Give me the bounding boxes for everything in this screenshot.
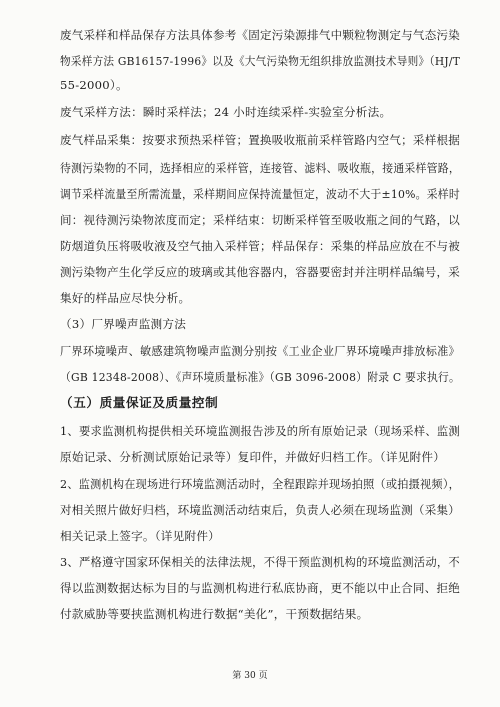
paragraph-line-12: 厂界环境噪声、敏感建筑物噪声监测分别按《工业企业厂界环境噪声排放标准》 <box>60 344 460 358</box>
paragraph-line-16: 2、监测机构在现场进行环境监测活动时，全程跟踪并现场拍照（或拍摄视频）， <box>60 477 461 491</box>
paragraph-line-6: 待测污染物的不同，选择相应的采样管，连接管、滤料、吸收瓶，接通采样管路， <box>60 161 460 175</box>
paragraph-line-3: 55-2000）。 <box>60 78 128 92</box>
paragraph-line-20: 得以监测数据达标为目的与监测机构进行私底协商，更不能以中止合同、拒绝 <box>60 581 461 595</box>
page-number: 第 30 页 <box>232 671 268 681</box>
paragraph-line-5: 废气样品采集：按要求预热采样管；置换吸收瓶前采样管路内空气；采样根据 <box>60 133 461 147</box>
paragraph-line-18: 相关记录上签字。（详见附件） <box>60 529 221 543</box>
paragraph-line-11: 集好的样品应尽快分析。 <box>60 291 191 305</box>
paragraph-line-15: 原始记录、分析测试原始记录等）复印件，并做好归档工作。（详见附件） <box>60 450 446 464</box>
paragraph-line-1: 废气采样和样品保存方法具体参考《固定污染源排气中颗粒物测定与气态污染 <box>60 28 461 42</box>
paragraph-line-2: 物采样方法 GB16157-1996》以及《大气污染物无组织排放监测技术导则》（HJ/T <box>60 54 461 68</box>
subsection-heading: （3）厂界噪声监测方法 <box>60 317 187 331</box>
section-heading: （五）质量保证及质量控制 <box>60 395 219 410</box>
paragraph-line-13: （GB 12348-2008）、《声环境质量标准》（GB 3096-2008）附录 C 要求执行。 <box>60 370 460 384</box>
paragraph-line-14: 1、要求监测机构提供相关环境监测报告涉及的所有原始记录（现场采样、监测 <box>60 424 460 438</box>
paragraph-line-17: 对相关照片做好归档，环境监测活动结束后，负责人必须在现场监测（采集） <box>60 503 461 517</box>
paragraph-line-7: 调节采样流量至所需流量，采样期间应保持流量恒定，波动不大于±10%。采样时 <box>60 187 460 201</box>
paragraph-line-19: 3、严格遵守国家环保相关的法律法规，不得干预监测机构的环境监测活动，不 <box>60 555 460 569</box>
paragraph-line-4: 废气采样方法：瞬时采样法；24 小时连续采样-实验室分析法。 <box>60 105 392 119</box>
paragraph-line-21: 付款威胁等要挟监测机构进行数据“美化”，干预数据结果。 <box>60 607 369 621</box>
paragraph-line-9: 防烟道负压将吸收液及空气抽入采样管；样品保存：采集的样品应放在不与被 <box>60 239 461 253</box>
paragraph-line-10: 测污染物产生化学反应的玻璃或其他容器内，容器要密封并注明样品编号，采 <box>60 265 461 279</box>
paragraph-line-8: 间：视待测污染物浓度而定；采样结束：切断采样管至吸收瓶之间的气路，以 <box>60 213 461 227</box>
